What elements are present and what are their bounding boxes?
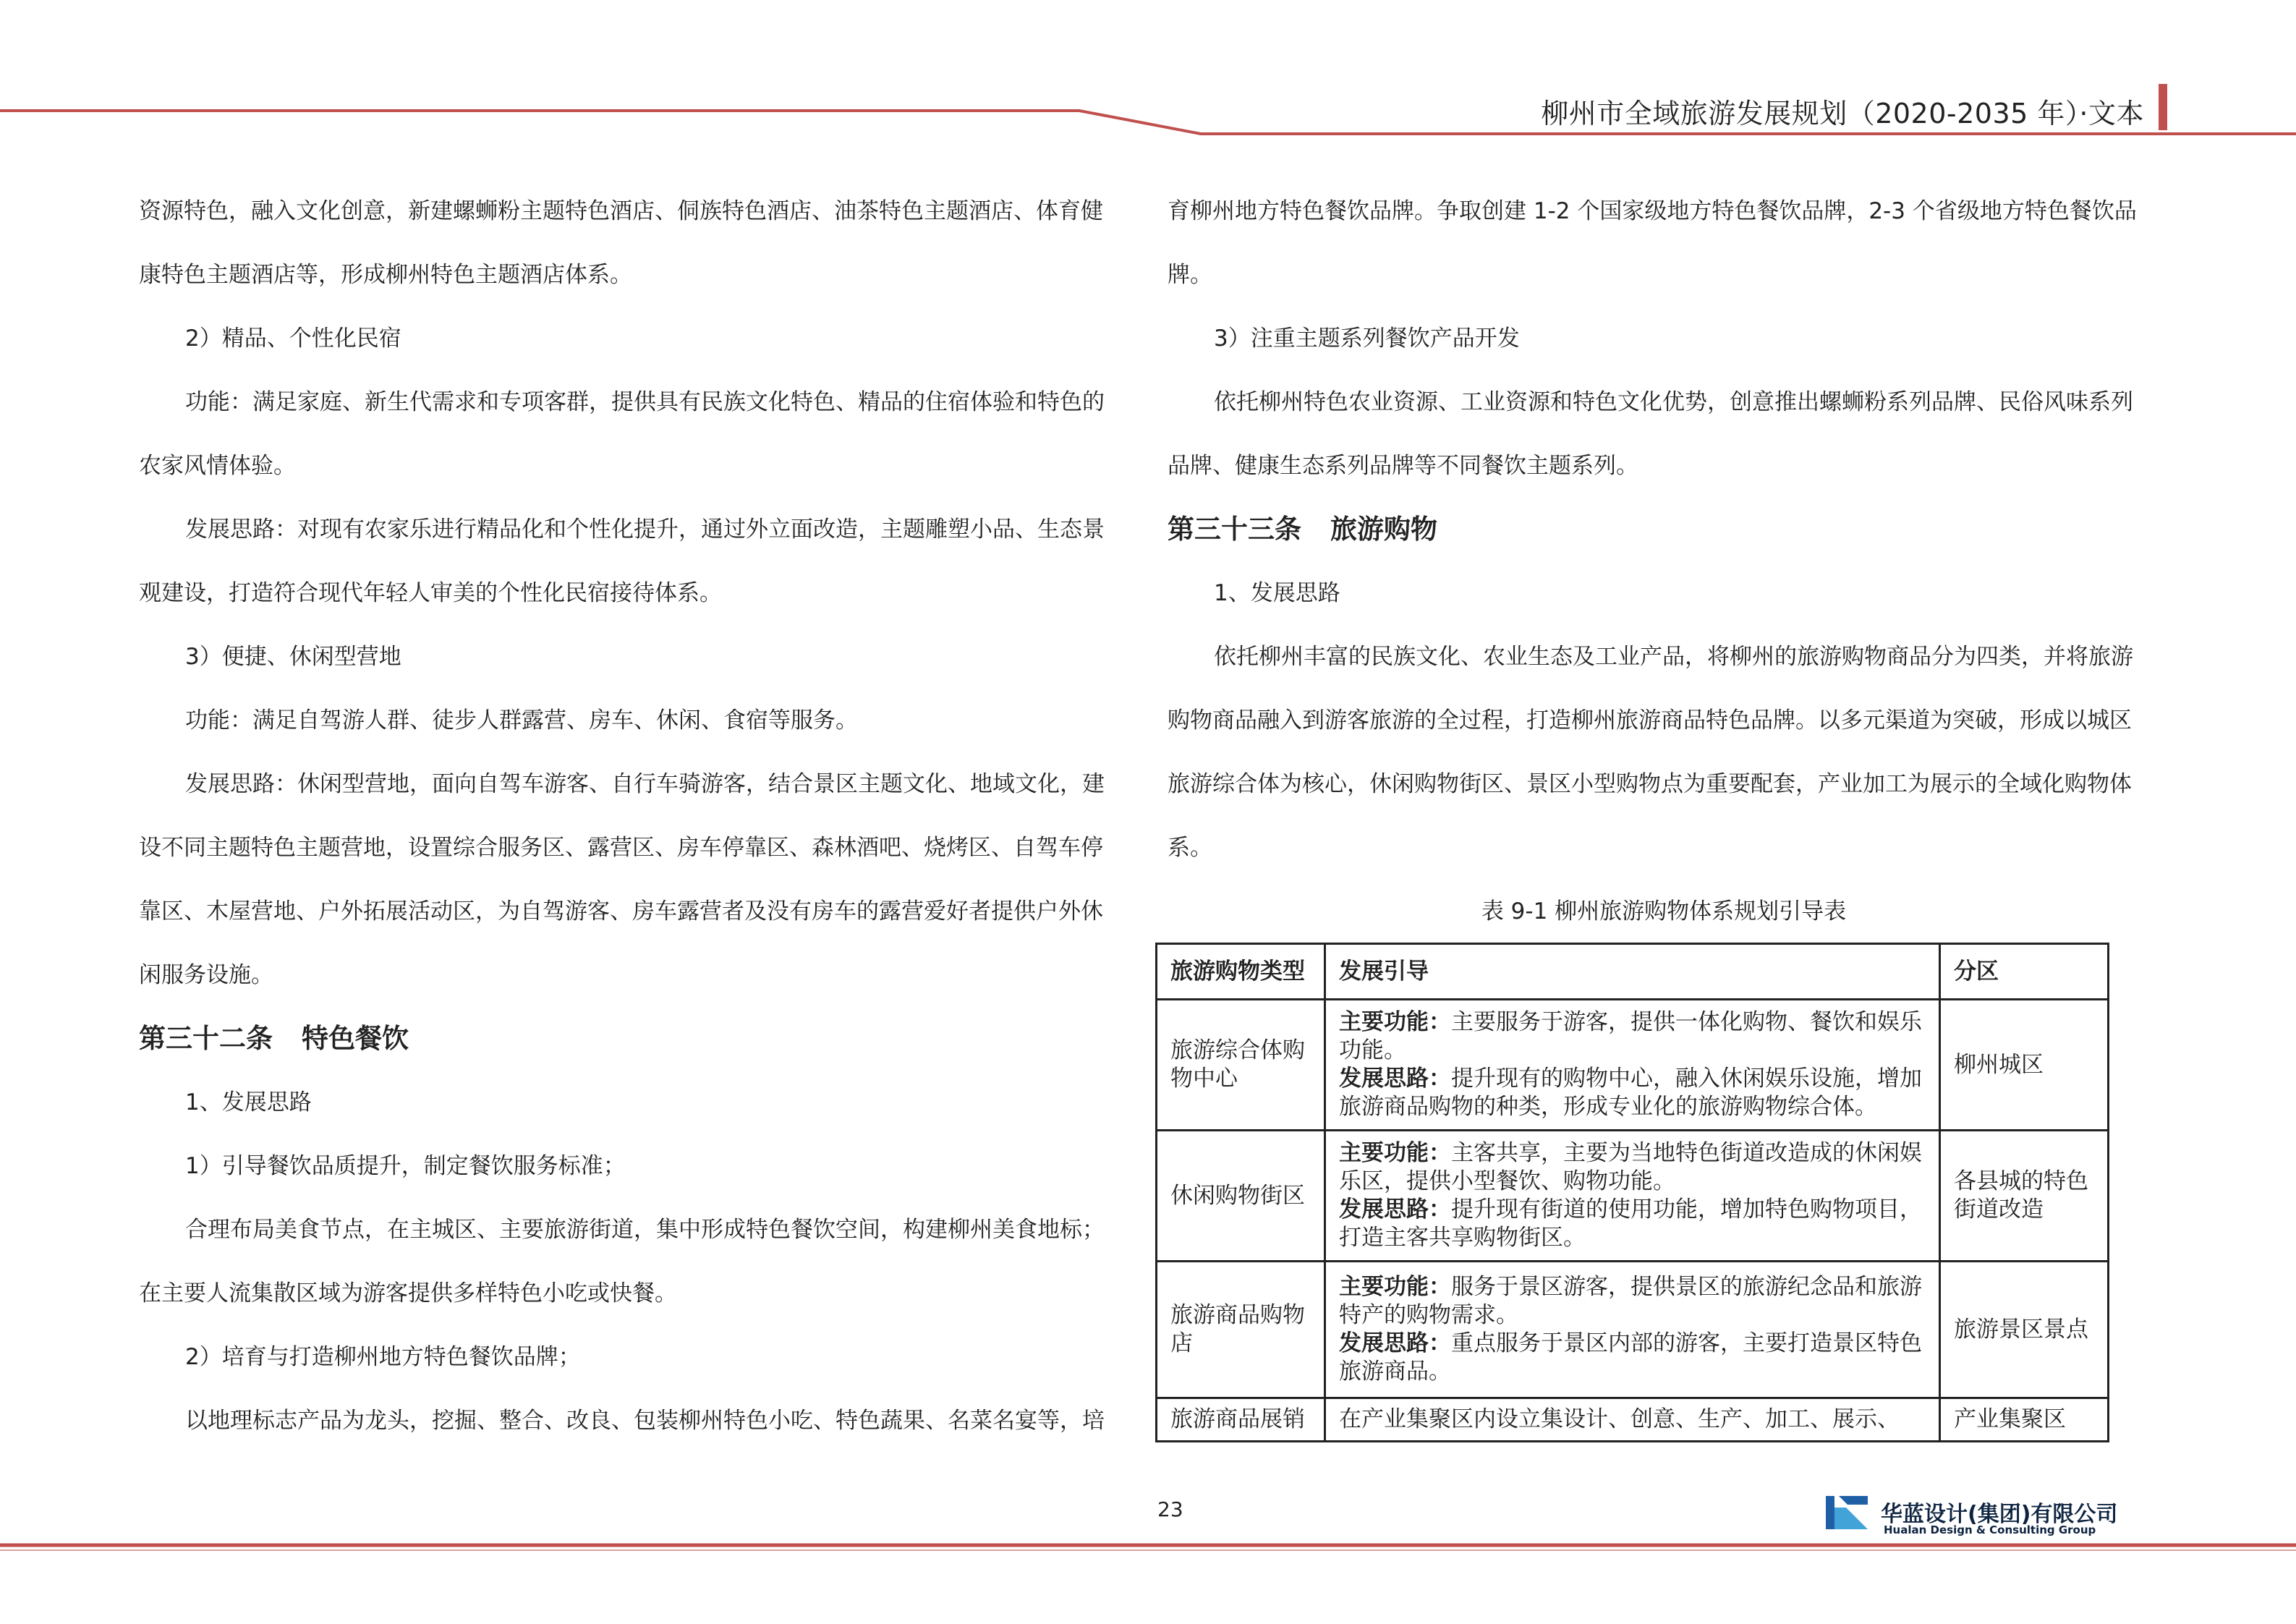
func-text: 主要服务于游客，提供一体化购物、餐饮和娱乐功能。 (1339, 1009, 1922, 1063)
cell-guidance (1325, 1000, 1940, 1131)
section-number: 第三十三条 (1168, 514, 1301, 545)
cell-type: 休闲购物街区 (1157, 1131, 1325, 1262)
body-line: 合理布局美食节点，在主城区、主要旅游街道，集中形成特色餐饮空间，构建柳州美食地标； (185, 1217, 1105, 1243)
subheading: 1）引导餐饮品质提升，制定餐饮服务标准； (185, 1153, 626, 1179)
body-line: 农家风情体验。 (139, 453, 296, 479)
cell-zone: 柳州城区 (1940, 1000, 2109, 1131)
shopping-guide-table (1155, 943, 2109, 1442)
cell-guidance (1325, 1131, 1940, 1262)
func-text: 服务于景区游客，提供景区的旅游纪念品和旅游特产的购物需求。 (1339, 1274, 1922, 1328)
subheading: 3）便捷、休闲型营地 (185, 644, 401, 670)
cell-type: 旅游综合体购物中心 (1157, 1000, 1325, 1131)
page-number: 23 (1157, 1497, 1183, 1521)
footer-rule (0, 1541, 2296, 1552)
body-line: 以地理标志产品为龙头，挖掘、整合、改良、包装柳州特色小吃、特色蔬果、名菜名宴等，培 (185, 1408, 1105, 1434)
subheading: 3）注重主题系列餐饮产品开发 (1214, 326, 1520, 352)
body-line: 资源特色，融入文化创意，新建螺蛳粉主题特色酒店、侗族特色酒店、油茶特色主题酒店、体育健 (139, 198, 1103, 224)
idea-label: 发展思路： (1339, 1330, 1451, 1356)
cell-zone: 旅游景区景点 (1940, 1262, 2109, 1398)
func-label: 主要功能： (1339, 1140, 1451, 1166)
cell-zone: 产业集聚区 (1940, 1398, 2109, 1442)
idea-text: 提升现有的购物中心，融入休闲娱乐设施，增加旅游商品购物的种类，形成专业化的旅游购物综合体。 (1339, 1066, 1922, 1120)
body-line: 观建设，打造符合现代年轻人审美的个性化民宿接待体系。 (139, 580, 722, 606)
func-label: 主要功能： (1339, 1274, 1451, 1300)
body-line: 设不同主题特色主题营地，设置综合服务区、露营区、房车停靠区、森林酒吧、烧烤区、自驾车停 (139, 835, 1103, 861)
idea-label: 发展思路： (1339, 1196, 1451, 1223)
table-row (1157, 1131, 2109, 1262)
body-line: 牌。 (1168, 262, 1212, 288)
company-logo-icon (1824, 1493, 1871, 1532)
section-number: 第三十二条 (139, 1023, 273, 1054)
body-line: 系。 (1168, 835, 1212, 861)
cell-type: 旅游商品购物店 (1157, 1262, 1325, 1398)
subheading: 2）精品、个性化民宿 (185, 326, 401, 352)
table-row (1157, 1398, 2109, 1442)
right-column (1168, 179, 2160, 943)
company-name-en: Hualan Design & Consulting Group (1884, 1523, 2096, 1536)
body-line: 发展思路：对现有农家乐进行精品化和个性化提升，通过外立面改造，主题雕塑小品、生态景 (185, 516, 1105, 543)
company-name-cn: 华蓝设计(集团)有限公司 (1881, 1502, 2118, 1527)
body-line: 依托柳州丰富的民族文化、农业生态及工业产品，将柳州的旅游购物商品分为四类，并将旅游 (1214, 644, 2133, 670)
body-line: 康特色主题酒店等，形成柳州特色主题酒店体系。 (139, 262, 632, 288)
body-line: 靠区、木屋营地、户外拓展活动区，为自驾游客、房车露营者及没有房车的露营爱好者提供户外休 (139, 898, 1103, 924)
body-line: 依托柳州特色农业资源、工业资源和特色文化优势，创意推出螺蛳粉系列品牌、民俗风味系列 (1214, 389, 2133, 415)
cell-type: 旅游商品展销 (1157, 1398, 1325, 1442)
body-line: 育柳州地方特色餐饮品牌。争取创建 1-2 个国家级地方特色餐饮品牌，2-3 个省级地方特色餐饮品 (1168, 198, 2137, 224)
table-header-row (1157, 944, 2109, 1000)
body-line: 旅游综合体为核心，休闲购物街区、景区小型购物点为重要配套，产业加工为展示的全域化购物体 (1168, 771, 2132, 797)
body-line: 发展思路：休闲型营地，面向自驾车游客、自行车骑游客，结合景区主题文化、地域文化，建 (185, 771, 1105, 797)
cell-zone: 各县城的特色街道改造 (1940, 1131, 2109, 1262)
idea-text: 提升现有街道的使用功能，增加特色购物项目，打造主客共享购物街区。 (1339, 1196, 1922, 1251)
body-line: 品牌、健康生态系列品牌等不同餐饮主题系列。 (1168, 453, 1638, 479)
func-text: 主客共享，主要为当地特色街道改造成的休闲娱乐区，提供小型餐饮、购物功能。 (1339, 1140, 1922, 1194)
header-guidance: 发展引导 (1325, 944, 1940, 1000)
cell-guidance (1325, 1262, 1940, 1398)
body-line: 在主要人流集散区域为游客提供多样特色小吃或快餐。 (139, 1280, 677, 1306)
section-heading (1168, 498, 2160, 561)
header-type: 旅游购物类型 (1157, 944, 1325, 1000)
section-title: 特色餐饮 (302, 1023, 409, 1054)
table-caption: 表 9-1 柳州旅游购物体系规划引导表 (1481, 898, 1847, 924)
table-row (1157, 1000, 2109, 1131)
body-line: 功能：满足自驾游人群、徒步人群露营、房车、休闲、食宿等服务。 (185, 707, 858, 734)
subheading: 1、发展思路 (185, 1089, 312, 1115)
section-heading (139, 1007, 1130, 1071)
table-row (1157, 1262, 2109, 1398)
cell-guidance: 在产业集聚区内设立集设计、创意、生产、加工、展示、 (1325, 1398, 1940, 1442)
left-column (139, 179, 1130, 1453)
idea-label: 发展思路： (1339, 1066, 1451, 1092)
document-title: 柳州市全域旅游发展规划（2020-2035 年）·文本 (1541, 98, 2144, 129)
func-label: 主要功能： (1339, 1009, 1451, 1035)
subheading: 2）培育与打造柳州地方特色餐饮品牌； (185, 1344, 581, 1370)
section-title: 旅游购物 (1330, 514, 1437, 545)
body-line: 功能：满足家庭、新生代需求和专项客群，提供具有民族文化特色、精品的住宿体验和特色的 (185, 389, 1105, 415)
header-zone: 分区 (1940, 944, 2109, 1000)
body-line: 闲服务设施。 (139, 962, 273, 988)
subheading: 1、发展思路 (1214, 580, 1340, 606)
header-accent-bar (2159, 84, 2167, 130)
idea-text: 重点服务于景区内部的游客，主要打造景区特色旅游商品。 (1339, 1330, 1922, 1385)
body-line: 购物商品融入到游客旅游的全过程，打造柳州旅游商品特色品牌。以多元渠道为突破，形成以城区 (1168, 707, 2132, 734)
